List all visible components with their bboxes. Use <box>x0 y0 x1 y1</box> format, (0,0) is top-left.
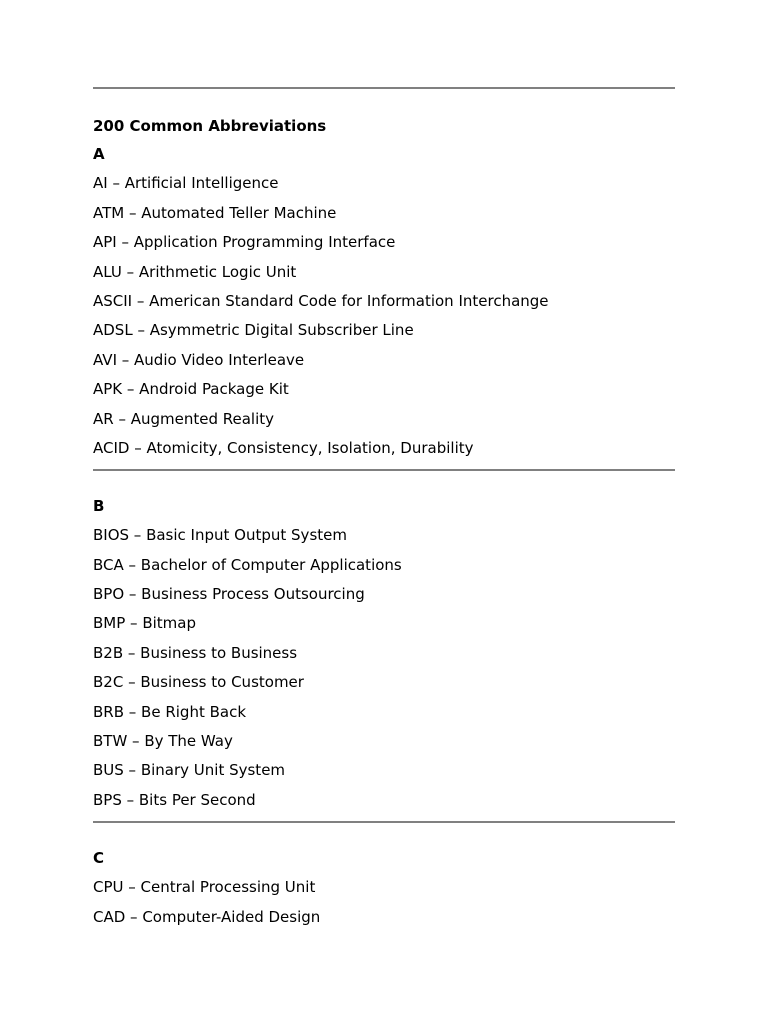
section-heading-a: A <box>93 145 105 163</box>
list-item: ALU – Arithmetic Logic Unit <box>93 262 297 281</box>
list-item: BUS – Binary Unit System <box>93 761 286 780</box>
document-page <box>93 0 675 927</box>
list-item: CAD – Computer-Aided Design <box>93 907 321 926</box>
list-item: ATM – Automated Teller Machine <box>93 203 337 222</box>
list-item: ASCII – American Standard Code for Information Interchange <box>93 291 549 310</box>
top-divider <box>93 87 675 89</box>
list-item: BCA – Bachelor of Computer Applications <box>93 555 402 574</box>
list-item: AI – Artificial Intelligence <box>93 174 279 193</box>
list-item: BIOS – Basic Input Output System <box>93 526 347 545</box>
section-divider <box>93 821 675 823</box>
list-item: BPS – Bits Per Second <box>93 790 256 809</box>
list-item: B2B – Business to Business <box>93 643 298 662</box>
list-item: CPU – Central Processing Unit <box>93 878 316 897</box>
list-item: BPO – Business Process Outsourcing <box>93 585 365 604</box>
list-item: ACID – Atomicity, Consistency, Isolation, Durability <box>93 438 474 457</box>
list-item: AR – Augmented Reality <box>93 409 275 428</box>
list-item: BMP – Bitmap <box>93 614 196 633</box>
list-item: AVI – Audio Video Interleave <box>93 350 305 369</box>
list-item: API – Application Programming Interface <box>93 233 396 252</box>
section-heading-b: B <box>93 496 105 515</box>
list-item: APK – Android Package Kit <box>93 380 289 399</box>
list-item: ADSL – Asymmetric Digital Subscriber Line <box>93 321 414 340</box>
list-item: B2C – Business to Customer <box>93 673 304 692</box>
section-divider <box>93 469 675 471</box>
list-item: BTW – By The Way <box>93 732 233 751</box>
list-item: BRB – Be Right Back <box>93 702 247 721</box>
document-title: 200 Common Abbreviations <box>93 117 327 135</box>
section-heading-c: C <box>93 848 105 867</box>
